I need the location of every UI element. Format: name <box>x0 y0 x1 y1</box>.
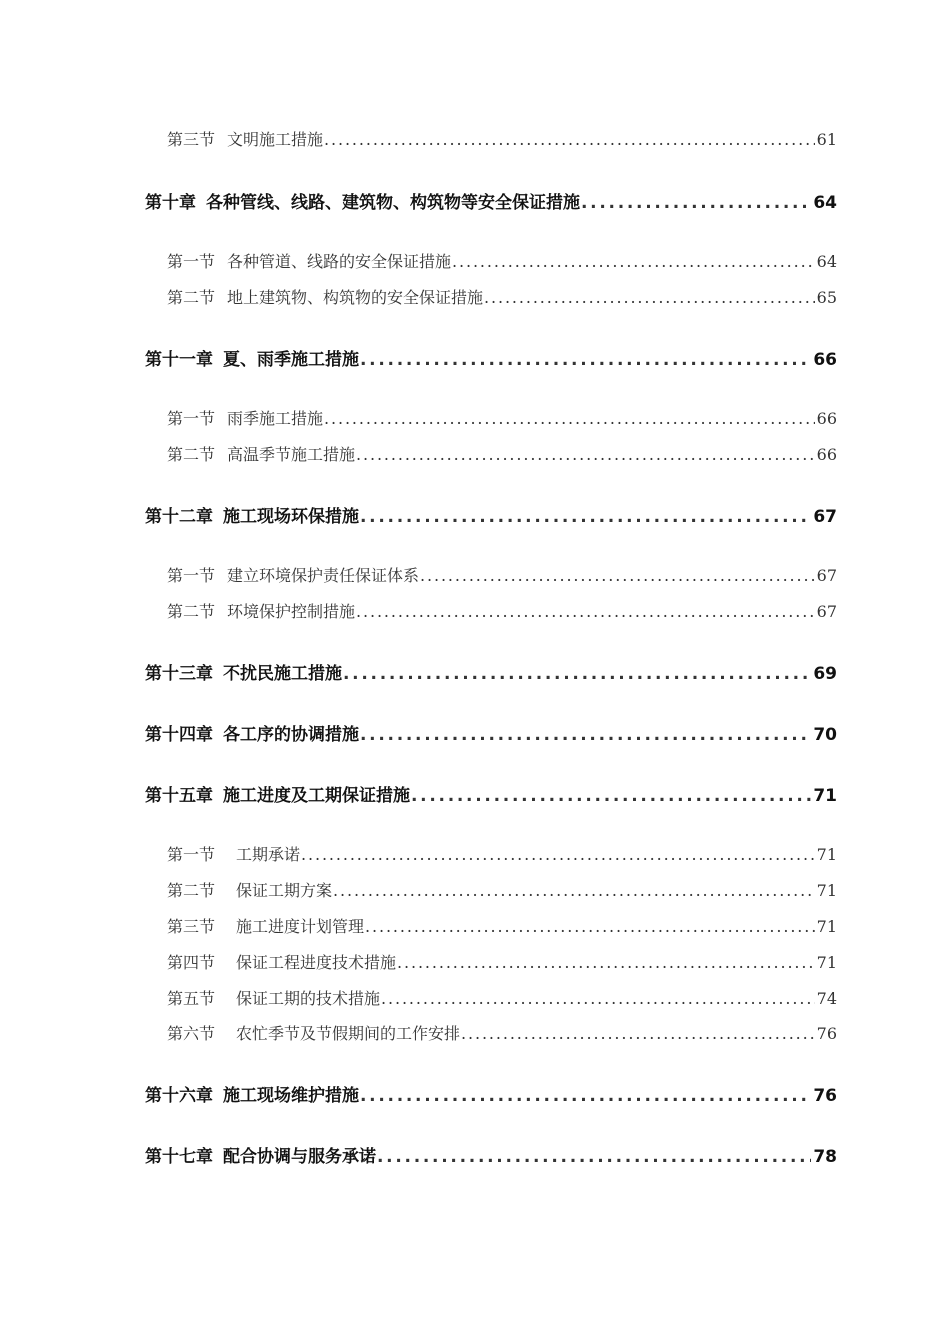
chapter-number: 第十五章 <box>145 786 213 806</box>
section-title: 保证工期方案 <box>236 881 333 900</box>
dot-leader <box>420 566 815 585</box>
page-number: 64 <box>813 193 837 213</box>
section-title: 保证工期的技术措施 <box>236 989 381 1008</box>
dot-leader <box>356 445 815 464</box>
section-number: 第二节 <box>167 881 216 900</box>
toc-section-entry[interactable] <box>167 285 837 308</box>
chapter-title: 夏、雨季施工措施 <box>223 350 359 370</box>
page-number: 67 <box>816 566 837 585</box>
page-number: 71 <box>816 845 837 864</box>
toc-chapter-entry[interactable] <box>145 1142 837 1167</box>
section-title: 文明施工措施 <box>227 130 324 149</box>
chapter-title: 配合协调与服务承诺 <box>223 1147 376 1167</box>
page-number: 71 <box>813 786 837 806</box>
toc-chapter-entry[interactable] <box>145 345 837 370</box>
dot-leader <box>365 917 815 936</box>
dot-leader <box>360 350 811 370</box>
section-number: 第六节 <box>167 1024 216 1043</box>
toc-section-entry[interactable] <box>167 842 837 865</box>
section-number: 第二节 <box>167 602 216 621</box>
toc-chapter-entry[interactable] <box>145 659 837 684</box>
section-title: 农忙季节及节假期间的工作安排 <box>236 1024 461 1043</box>
toc-section-entry[interactable] <box>167 950 837 973</box>
dot-leader <box>324 409 815 428</box>
toc-section-entry[interactable] <box>167 406 837 429</box>
dot-leader <box>397 953 815 972</box>
chapter-title: 不扰民施工措施 <box>223 664 342 684</box>
page-number: 67 <box>813 507 837 527</box>
chapter-number: 第十六章 <box>145 1086 213 1106</box>
chapter-title: 施工进度及工期保证措施 <box>223 786 410 806</box>
section-number: 第一节 <box>167 409 216 428</box>
page-number: 65 <box>816 288 837 307</box>
section-number: 第一节 <box>167 566 216 585</box>
toc-section-entry[interactable] <box>167 878 837 901</box>
section-title: 工期承诺 <box>236 845 301 864</box>
dot-leader <box>360 507 811 527</box>
toc-section-entry[interactable] <box>167 563 837 586</box>
page-number: 64 <box>816 252 837 271</box>
toc-section-entry[interactable] <box>167 914 837 937</box>
page-number: 76 <box>813 1086 837 1106</box>
page-number: 78 <box>813 1147 837 1167</box>
page-number: 61 <box>816 130 837 149</box>
dot-leader <box>343 664 811 684</box>
chapter-title: 各种管线、线路、建筑物、构筑物等安全保证措施 <box>206 193 580 213</box>
chapter-number: 第十三章 <box>145 664 213 684</box>
toc-chapter-entry[interactable] <box>145 1081 837 1106</box>
dot-leader <box>377 1147 811 1167</box>
section-title: 地上建筑物、构筑物的安全保证措施 <box>227 288 484 307</box>
page-number: 66 <box>813 350 837 370</box>
chapter-number: 第十七章 <box>145 1147 213 1167</box>
toc-section-entry[interactable] <box>167 986 837 1009</box>
page-number: 71 <box>816 953 837 972</box>
dot-leader <box>360 1086 811 1106</box>
dot-leader <box>301 845 815 864</box>
section-title: 高温季节施工措施 <box>227 445 356 464</box>
dot-leader <box>333 881 815 900</box>
dot-leader <box>452 252 815 271</box>
toc-chapter-entry[interactable] <box>145 781 837 806</box>
toc-chapter-entry[interactable] <box>145 188 837 213</box>
section-number: 第一节 <box>167 252 216 271</box>
section-title: 施工进度计划管理 <box>236 917 365 936</box>
page-number: 69 <box>813 664 837 684</box>
section-title: 建立环境保护责任保证体系 <box>227 566 420 585</box>
section-number: 第三节 <box>167 130 216 149</box>
page-number: 71 <box>816 917 837 936</box>
page-number: 76 <box>816 1024 837 1043</box>
toc-chapter-entry[interactable] <box>145 502 837 527</box>
dot-leader <box>461 1024 815 1043</box>
chapter-number: 第十四章 <box>145 725 213 745</box>
section-number: 第三节 <box>167 917 216 936</box>
section-number: 第二节 <box>167 445 216 464</box>
page-number: 71 <box>816 881 837 900</box>
chapter-number: 第十二章 <box>145 507 213 527</box>
toc-section-entry[interactable] <box>167 249 837 272</box>
section-title: 雨季施工措施 <box>227 409 324 428</box>
toc-section-entry[interactable] <box>167 442 837 465</box>
page-number: 66 <box>816 409 837 428</box>
section-title: 环境保护控制措施 <box>227 602 356 621</box>
dot-leader <box>411 786 811 806</box>
section-number: 第五节 <box>167 989 216 1008</box>
chapter-title: 各工序的协调措施 <box>223 725 359 745</box>
section-number: 第二节 <box>167 288 216 307</box>
section-title: 保证工程进度技术措施 <box>236 953 397 972</box>
dot-leader <box>356 602 815 621</box>
page-number: 66 <box>816 445 837 464</box>
page-number: 74 <box>816 989 837 1008</box>
dot-leader <box>324 130 815 149</box>
page-number: 67 <box>816 602 837 621</box>
section-number: 第四节 <box>167 953 216 972</box>
dot-leader <box>381 989 815 1008</box>
toc-section-entry[interactable] <box>167 127 837 150</box>
chapter-number: 第十一章 <box>145 350 213 370</box>
section-title: 各种管道、线路的安全保证措施 <box>227 252 452 271</box>
dot-leader <box>360 725 811 745</box>
dot-leader <box>581 193 811 213</box>
toc-section-entry[interactable] <box>167 1021 837 1044</box>
chapter-title: 施工现场维护措施 <box>223 1086 359 1106</box>
section-number: 第一节 <box>167 845 216 864</box>
chapter-number: 第十章 <box>145 193 196 213</box>
dot-leader <box>484 288 815 307</box>
chapter-title: 施工现场环保措施 <box>223 507 359 527</box>
toc-section-entry[interactable] <box>167 599 837 622</box>
page-number: 70 <box>813 725 837 745</box>
toc-chapter-entry[interactable] <box>145 720 837 745</box>
